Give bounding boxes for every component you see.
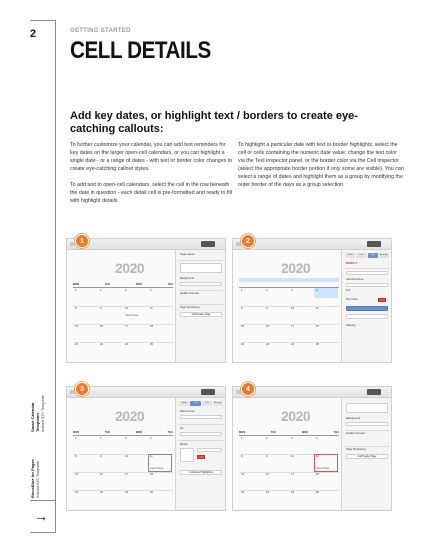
date-num: 10 [125, 455, 128, 458]
step-badge: 1 [75, 234, 89, 248]
tab-cell[interactable]: Cell [356, 253, 366, 258]
alignment-buttons[interactable] [346, 306, 388, 311]
date-num: 15 [241, 325, 244, 328]
border-color-swatch[interactable] [197, 455, 205, 459]
date-num: 24 [125, 491, 128, 494]
inspector-label: Header & Footer [180, 292, 200, 295]
weekday-label: THU [167, 283, 173, 286]
date-num: 16 [266, 325, 269, 328]
font-dropdown[interactable] [346, 283, 388, 287]
tab-table[interactable]: Table [179, 401, 189, 406]
date-num: 25 [150, 343, 153, 346]
tab-arrange[interactable]: Arrange [213, 402, 222, 404]
paragraph: To highlight a particular date with text or border highlights, select the cell or cells containing the numeric date value; change the text color via the Text inspector panel, or the border color via the Cell inspector (select the appropriate border portion if only some are visible). You can select a range of dates and highlight them as a group by modifying the outer border of the days as a group selection. [238, 142, 404, 188]
add-header-page-button[interactable]: Add Header Page [346, 454, 388, 459]
date-num: 16 [100, 473, 103, 476]
inspector-panel [175, 250, 225, 363]
calendar-canvas [233, 250, 343, 363]
date-num: 2 [100, 437, 102, 440]
date-num: 3 [125, 437, 127, 440]
date-num: 18 [316, 325, 319, 328]
sidebar-label-templates [30, 392, 45, 432]
date-num: 2 [100, 289, 102, 292]
inspector-select[interactable] [346, 422, 388, 426]
next-arrow-icon[interactable]: → [34, 508, 48, 524]
paragraph: To further customize your calendar, you can add text reminders for key dates on the larger open-cell calendars, or you can highlight a single date - or a range of dates - with text or border color changes to create eye-catching callout styles. [70, 142, 233, 172]
date-num: 9 [100, 307, 102, 310]
app-toolbar [67, 239, 225, 250]
date-num: 25 [316, 491, 319, 494]
add-header-page-button[interactable]: Add Header Page [180, 312, 222, 317]
date-num: 3 [125, 289, 127, 292]
inspector-select[interactable] [180, 282, 222, 286]
inspector-label: Background [346, 417, 360, 420]
date-num: 17 [291, 325, 294, 328]
calendar-year: 2020 [115, 408, 145, 424]
inspector-tabs [345, 253, 389, 258]
alignment-buttons[interactable] [346, 314, 388, 319]
toolbar-format-button [201, 241, 215, 247]
date-num: 16 [266, 473, 269, 476]
date-num: 18 [150, 473, 153, 476]
date-num: 9 [266, 455, 268, 458]
date-num: 11 [150, 307, 153, 310]
date-num: 17 [125, 325, 128, 328]
weekday-label: TUE [104, 283, 111, 286]
calendar-grid [73, 435, 173, 509]
inspector-panel [175, 398, 225, 511]
border-selector[interactable] [180, 448, 194, 462]
weekday-label: THU [333, 431, 339, 434]
weekday-row [73, 283, 173, 286]
weekday-label: WED [135, 283, 142, 286]
calendar-year: 2020 [281, 408, 311, 424]
calendar-canvas [67, 250, 177, 363]
inspector-label: Page Numbering [180, 306, 200, 309]
section-eyebrow: GETTING STARTED [70, 28, 131, 34]
date-num: 4 [316, 437, 318, 440]
date-num: 1 [75, 437, 77, 440]
inspector-label: Page Numbering [346, 448, 366, 451]
calendar-grid [73, 287, 173, 361]
date-num: 22 [241, 491, 244, 494]
date-num: 8 [75, 307, 77, 310]
border-style-select[interactable] [197, 448, 222, 452]
date-num: 8 [241, 307, 243, 310]
date-num: 9 [100, 455, 102, 458]
calendar-year: 2020 [281, 260, 311, 276]
date-num: 4 [316, 289, 318, 292]
date-num: 25 [316, 343, 319, 346]
date-num: 9 [266, 307, 268, 310]
toolbar-format-button [201, 389, 215, 395]
cell-note: Open House [316, 467, 330, 470]
text-color-label: Text Color [346, 298, 358, 301]
sidebar-label-title: Smart Calendar Templates [30, 402, 40, 432]
screenshot-step-2 [232, 238, 392, 363]
weekday-label: MON [239, 431, 246, 434]
date-num: 24 [291, 491, 294, 494]
border-label: Border [180, 443, 188, 446]
date-num: 22 [241, 343, 244, 346]
date-num: 3 [291, 289, 293, 292]
date-num: 17 [291, 473, 294, 476]
inspector-label: Header & Footer [346, 432, 366, 435]
calendar-canvas [233, 398, 343, 511]
column-selection [239, 278, 339, 282]
page-thumbnail [346, 403, 388, 413]
font-select[interactable]: Helvetica Neue [346, 278, 364, 281]
paragraph: To add text to open-cell calendars, select the cell in the row beneath the date in question - each detail cell is pre-formatted and ready to fill with highlight details. [70, 182, 232, 204]
calendar-canvas [67, 398, 177, 511]
date-num: 1 [241, 289, 243, 292]
date-num: 25 [150, 491, 153, 494]
cell-note: Open House [125, 314, 139, 317]
inspector-panel [341, 398, 391, 511]
date-num: 24 [125, 343, 128, 346]
page-thumbnail [180, 263, 222, 273]
mid-rule [30, 500, 56, 501]
date-num: 15 [241, 473, 244, 476]
date-num-highlighted: 11 [316, 455, 319, 458]
weekday-label: WED [301, 431, 308, 434]
date-num: 4 [150, 289, 152, 292]
page-title: CELL DETAILS [70, 37, 211, 64]
calendar-grid [239, 287, 339, 361]
data-format-select[interactable] [180, 415, 222, 419]
bottom-rule [30, 532, 56, 533]
date-num: 3 [291, 437, 293, 440]
date-num: 23 [266, 343, 269, 346]
inspector-tabs [179, 401, 223, 406]
left-column [70, 141, 235, 213]
date-num: 22 [75, 491, 78, 494]
right-column [238, 141, 404, 197]
date-num: 18 [150, 325, 153, 328]
step-badge: 4 [241, 382, 255, 396]
step-badge: 3 [75, 382, 89, 396]
date-num: 18 [316, 473, 319, 476]
date-num: 16 [100, 325, 103, 328]
paragraph-style-label[interactable]: DIRECT [346, 261, 358, 265]
toolbar-format-button [367, 241, 381, 247]
toolbar-format-button [367, 389, 381, 395]
sidebar-label-sub: Instant iOS Template [35, 460, 40, 498]
weekday-row [239, 431, 339, 434]
inspector-label: Background [180, 277, 194, 280]
date-num: 1 [75, 289, 77, 292]
inspector-title: Page Layout [180, 253, 195, 256]
date-num: 10 [291, 455, 294, 458]
fill-select[interactable] [180, 432, 222, 436]
tab-text[interactable]: Text [202, 401, 212, 406]
date-num: 23 [100, 491, 103, 494]
step-badge: 2 [241, 234, 255, 248]
weekday-label: TUE [270, 431, 277, 434]
screenshot-step-3 [66, 386, 226, 511]
weekday-label: TUE [104, 431, 111, 434]
weekday-label: WED [135, 431, 142, 434]
weekday-label: THU [167, 431, 173, 434]
style-tabs[interactable] [346, 271, 388, 275]
date-num: 11 [150, 455, 153, 458]
app-toolbar [233, 387, 391, 398]
page-number: 2 [30, 28, 37, 40]
vertical-rule [55, 20, 56, 532]
date-num: 10 [125, 307, 128, 310]
cell-note: Open House [150, 467, 164, 470]
date-num: 23 [100, 343, 103, 346]
spacing-label: Spacing [346, 324, 356, 327]
calendar-grid [239, 435, 339, 509]
date-num: 17 [125, 473, 128, 476]
date-num: 2 [266, 437, 268, 440]
text-color-swatch[interactable] [378, 298, 386, 302]
date-num-highlighted: 11 [316, 307, 319, 310]
top-rule [30, 20, 56, 21]
tab-table[interactable]: Table [345, 253, 355, 258]
calendar-year: 2020 [115, 260, 145, 276]
date-num: 4 [150, 437, 152, 440]
sidebar-label-title: BlocsBlue for Pages [30, 459, 35, 498]
date-num: 8 [241, 455, 243, 458]
date-num: 22 [75, 343, 78, 346]
app-toolbar [67, 387, 225, 398]
date-num: 23 [266, 491, 269, 494]
screenshot-step-1 [66, 238, 226, 363]
font-size[interactable]: 8 pt [346, 289, 351, 292]
conditional-highlighting-button[interactable]: Conditional Highlighting [180, 470, 222, 475]
section-subheading: Add key dates, or highlight text / borders to create eye-catching callouts: [70, 110, 358, 135]
inspector-panel [341, 250, 391, 363]
tab-text[interactable]: Text [368, 253, 378, 258]
app-toolbar [233, 239, 391, 250]
date-num: 10 [291, 307, 294, 310]
data-format-label: Data Format [180, 410, 195, 413]
tab-arrange[interactable]: Arrange [379, 254, 388, 256]
date-num: 15 [75, 325, 78, 328]
weekday-label: MON [73, 431, 80, 434]
date-num: 15 [75, 473, 78, 476]
sidebar-label-brand [30, 458, 40, 498]
date-num: 8 [75, 455, 77, 458]
date-num: 24 [291, 343, 294, 346]
weekday-row [73, 431, 173, 434]
date-num: 2 [266, 289, 268, 292]
screenshot-step-4 [232, 386, 392, 511]
fill-label: Fill [180, 427, 184, 430]
sidebar-label-sub: Instant iOS Template [40, 394, 45, 432]
weekday-label: MON [73, 283, 80, 286]
tab-cell[interactable]: Cell [190, 401, 200, 406]
date-num: 1 [241, 437, 243, 440]
